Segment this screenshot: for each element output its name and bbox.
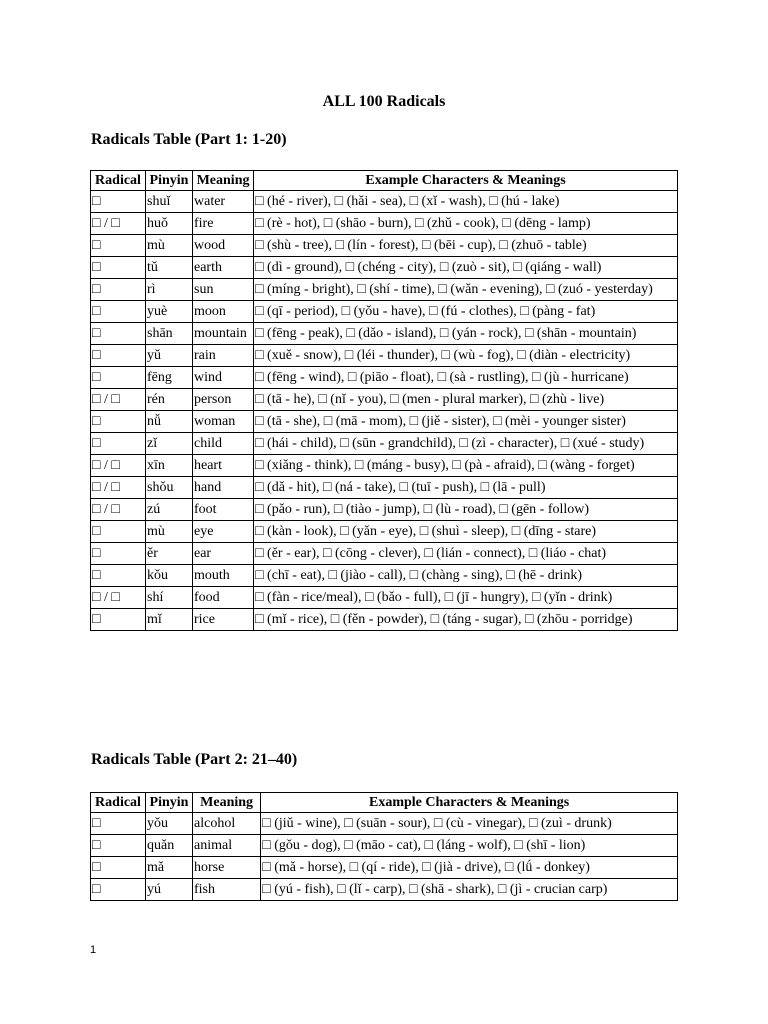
meaning-cell: woman (193, 411, 254, 433)
meaning-cell: horse (193, 857, 261, 879)
radical-cell: □ / □ (91, 213, 146, 235)
radical-cell: □ (91, 279, 146, 301)
radical-cell: □ (91, 835, 146, 857)
meaning-cell: wind (193, 367, 254, 389)
radical-cell: □ (91, 323, 146, 345)
examples-cell: □ (xiǎng - think), □ (máng - busy), □ (pà - afraid), □ (wàng - forget) (254, 455, 678, 477)
pinyin-cell: mǎ (146, 857, 193, 879)
pinyin-cell: shuǐ (146, 191, 193, 213)
radical-cell: □ / □ (91, 477, 146, 499)
table-row (91, 345, 678, 367)
examples-cell: □ (chī - eat), □ (jiào - call), □ (chàng - sing), □ (hē - drink) (254, 565, 678, 587)
pinyin-cell: shān (146, 323, 193, 345)
meaning-cell: rain (193, 345, 254, 367)
pinyin-cell: ěr (146, 543, 193, 565)
pinyin-cell: zǐ (146, 433, 193, 455)
pinyin-cell: kǒu (146, 565, 193, 587)
radical-cell: □ (91, 543, 146, 565)
examples-cell: □ (tā - she), □ (mā - mom), □ (jiě - sister), □ (mèi - younger sister) (254, 411, 678, 433)
pinyin-cell: mù (146, 235, 193, 257)
meaning-cell: fire (193, 213, 254, 235)
pinyin-cell: mù (146, 521, 193, 543)
examples-cell: □ (ěr - ear), □ (cōng - clever), □ (lián - connect), □ (liáo - chat) (254, 543, 678, 565)
radical-cell: □ (91, 813, 146, 835)
meaning-cell: moon (193, 301, 254, 323)
radical-cell: □ (91, 301, 146, 323)
examples-cell: □ (kàn - look), □ (yǎn - eye), □ (shuì - sleep), □ (dīng - stare) (254, 521, 678, 543)
table-header-row (91, 793, 678, 813)
meaning-cell: child (193, 433, 254, 455)
meaning-cell: fish (193, 879, 261, 901)
examples-cell: □ (dǎ - hit), □ (ná - take), □ (tuī - push), □ (lā - pull) (254, 477, 678, 499)
header-radical: Radical (91, 793, 146, 813)
section-title-part2: Radicals Table (Part 2: 21–40) (91, 751, 298, 768)
header-examples: Example Characters & Meanings (261, 793, 678, 813)
table-row (91, 543, 678, 565)
radical-cell: □ (91, 879, 146, 901)
table-row (91, 813, 678, 835)
header-radical: Radical (91, 171, 146, 191)
meaning-cell: foot (193, 499, 254, 521)
radicals-table-part2 (90, 792, 678, 901)
page-number: 1 (90, 944, 97, 956)
table-row (91, 191, 678, 213)
radical-cell: □ (91, 609, 146, 631)
pinyin-cell: zú (146, 499, 193, 521)
examples-cell: □ (fēng - wind), □ (piāo - float), □ (sà - rustling), □ (jù - hurricane) (254, 367, 678, 389)
meaning-cell: wood (193, 235, 254, 257)
examples-cell: □ (xuě - snow), □ (léi - thunder), □ (wù - fog), □ (diàn - electricity) (254, 345, 678, 367)
header-pinyin: Pinyin (146, 171, 193, 191)
table-row (91, 477, 678, 499)
meaning-cell: food (193, 587, 254, 609)
pinyin-cell: shí (146, 587, 193, 609)
pinyin-cell: tǔ (146, 257, 193, 279)
radical-cell: □ (91, 257, 146, 279)
meaning-cell: heart (193, 455, 254, 477)
pinyin-cell: xīn (146, 455, 193, 477)
radical-cell: □ (91, 367, 146, 389)
radical-cell: □ (91, 565, 146, 587)
examples-cell: □ (tā - he), □ (nǐ - you), □ (men - plural marker), □ (zhù - live) (254, 389, 678, 411)
examples-cell: □ (qī - period), □ (yǒu - have), □ (fú - clothes), □ (pàng - fat) (254, 301, 678, 323)
table-row (91, 835, 678, 857)
table-row (91, 323, 678, 345)
pinyin-cell: yǒu (146, 813, 193, 835)
examples-cell: □ (shù - tree), □ (lín - forest), □ (bēi - cup), □ (zhuō - table) (254, 235, 678, 257)
meaning-cell: rice (193, 609, 254, 631)
header-meaning: Meaning (193, 793, 261, 813)
meaning-cell: hand (193, 477, 254, 499)
meaning-cell: sun (193, 279, 254, 301)
examples-cell: □ (fàn - rice/meal), □ (bǎo - full), □ (jī - hungry), □ (yǐn - drink) (254, 587, 678, 609)
pinyin-cell: shǒu (146, 477, 193, 499)
meaning-cell: water (193, 191, 254, 213)
radical-cell: □ (91, 521, 146, 543)
table-row (91, 235, 678, 257)
examples-cell: □ (gǒu - dog), □ (māo - cat), □ (láng - wolf), □ (shī - lion) (261, 835, 678, 857)
examples-cell: □ (fēng - peak), □ (dǎo - island), □ (yán - rock), □ (shān - mountain) (254, 323, 678, 345)
table-row (91, 879, 678, 901)
table-row (91, 587, 678, 609)
meaning-cell: earth (193, 257, 254, 279)
radical-cell: □ (91, 191, 146, 213)
meaning-cell: alcohol (193, 813, 261, 835)
table-row (91, 455, 678, 477)
table-row (91, 213, 678, 235)
radical-cell: □ / □ (91, 455, 146, 477)
examples-cell: □ (dì - ground), □ (chéng - city), □ (zuò - sit), □ (qiáng - wall) (254, 257, 678, 279)
examples-cell: □ (míng - bright), □ (shí - time), □ (wǎn - evening), □ (zuó - yesterday) (254, 279, 678, 301)
radical-cell: □ / □ (91, 499, 146, 521)
header-meaning: Meaning (193, 171, 254, 191)
meaning-cell: ear (193, 543, 254, 565)
header-examples: Example Characters & Meanings (254, 171, 678, 191)
pinyin-cell: rén (146, 389, 193, 411)
pinyin-cell: nǚ (146, 411, 193, 433)
table-row (91, 857, 678, 879)
table-body-part2 (91, 813, 678, 901)
pinyin-cell: fēng (146, 367, 193, 389)
pinyin-cell: huǒ (146, 213, 193, 235)
table-row (91, 499, 678, 521)
radical-cell: □ (91, 411, 146, 433)
radical-cell: □ (91, 235, 146, 257)
examples-cell: □ (mǎ - horse), □ (qí - ride), □ (jià - drive), □ (lǘ - donkey) (261, 857, 678, 879)
meaning-cell: mouth (193, 565, 254, 587)
meaning-cell: person (193, 389, 254, 411)
examples-cell: □ (yú - fish), □ (lǐ - carp), □ (shā - shark), □ (jì - crucian carp) (261, 879, 678, 901)
pinyin-cell: yú (146, 879, 193, 901)
meaning-cell: eye (193, 521, 254, 543)
table-row (91, 565, 678, 587)
pinyin-cell: rì (146, 279, 193, 301)
examples-cell: □ (hé - river), □ (hǎi - sea), □ (xǐ - wash), □ (hú - lake) (254, 191, 678, 213)
radical-cell: □ / □ (91, 389, 146, 411)
radical-cell: □ / □ (91, 587, 146, 609)
pinyin-cell: yǔ (146, 345, 193, 367)
radical-cell: □ (91, 433, 146, 455)
radical-cell: □ (91, 857, 146, 879)
section-title-part1: Radicals Table (Part 1: 1-20) (91, 131, 287, 148)
examples-cell: □ (rè - hot), □ (shāo - burn), □ (zhǔ - cook), □ (dēng - lamp) (254, 213, 678, 235)
meaning-cell: animal (193, 835, 261, 857)
header-pinyin: Pinyin (146, 793, 193, 813)
table-row (91, 301, 678, 323)
radical-cell: □ (91, 345, 146, 367)
table-row (91, 521, 678, 543)
pinyin-cell: mǐ (146, 609, 193, 631)
table-row (91, 257, 678, 279)
table-body-part1 (91, 191, 678, 631)
pinyin-cell: yuè (146, 301, 193, 323)
table-row (91, 279, 678, 301)
examples-cell: □ (jiǔ - wine), □ (suān - sour), □ (cù - vinegar), □ (zuì - drunk) (261, 813, 678, 835)
meaning-cell: mountain (193, 323, 254, 345)
table-row (91, 367, 678, 389)
radicals-table-part1 (90, 170, 678, 631)
table-row (91, 433, 678, 455)
examples-cell: □ (mǐ - rice), □ (fěn - powder), □ (táng - sugar), □ (zhōu - porridge) (254, 609, 678, 631)
table-header-row (91, 171, 678, 191)
table-row (91, 389, 678, 411)
examples-cell: □ (pǎo - run), □ (tiào - jump), □ (lù - road), □ (gēn - follow) (254, 499, 678, 521)
table-row (91, 609, 678, 631)
table-row (91, 411, 678, 433)
document-title: ALL 100 Radicals (322, 93, 446, 110)
pinyin-cell: quǎn (146, 835, 193, 857)
examples-cell: □ (hái - child), □ (sūn - grandchild), □ (zì - character), □ (xué - study) (254, 433, 678, 455)
